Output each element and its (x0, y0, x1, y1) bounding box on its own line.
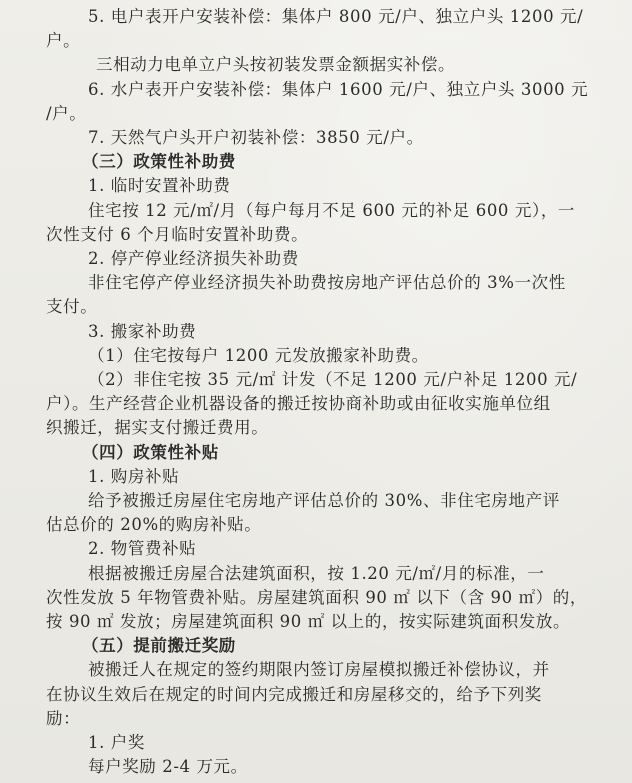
subheading-moving: 3. 搬家补助费 (88, 321, 197, 341)
text-line-water-meter-cont: /户。 (46, 103, 87, 123)
text-line-water-meter: 6. 水户表开户安装补偿：集体户 1600 元/户、独立户头 3000 元 (88, 79, 589, 99)
text-line-moving-equipment: 户）。生产经营企业机器设备的搬迁按协商补助或由征收实施单位组 (46, 394, 551, 414)
text-line-moving-residential: （1）住宅按每户 1200 元发放搬家补助费。 (88, 345, 429, 365)
section-heading-4: （四）政策性补贴 (82, 442, 219, 462)
text-line-early-move: 被搬迁人在规定的签约期限内签订房屋模拟搬迁补偿协议，并 (88, 660, 550, 680)
section-heading-5: （五）提前搬迁奖励 (82, 636, 236, 656)
subheading-household-award: 1. 户奖 (88, 733, 145, 752)
section-heading-3: （三）政策性补助费 (82, 152, 236, 172)
text-line-purchase-subsidy-cont: 估总价的 20%的购房补贴。 (46, 515, 262, 535)
text-line-household-award: 每户奖励 2-4 万元。 (88, 757, 248, 777)
text-line-business-loss-cont: 支付。 (46, 297, 98, 317)
text-line-electric-meter-cont: 户。 (46, 31, 81, 51)
text-line-property-fee-cont: 次性发放 5 年物管费补贴。房屋建筑面积 90 ㎡ 以下（含 90 ㎡）的， (46, 587, 588, 607)
text-line-gas: 7. 天然气户头开户初装补偿：3850 元/户。 (88, 128, 424, 147)
text-line-residential-rate: 住宅按 12 元/㎡/月（每户每月不足 600 元的补足 600 元），一 (88, 200, 576, 220)
text-line-three-phase: 三相动力电单立户头按初装发票金额据实补偿。 (96, 55, 456, 75)
subheading-temporary-resettlement: 1. 临时安置补助费 (88, 176, 231, 196)
subheading-business-loss: 2. 停产停业经济损失补助费 (88, 249, 299, 268)
text-line-early-move-cont: 在协议生效后在规定的时间内完成搬迁和房屋移交的，给予下列奖 (46, 684, 542, 704)
subheading-property-fee: 2. 物管费补贴 (88, 539, 197, 559)
text-line-electric-meter: 5. 电户表开户安装补偿：集体户 800 元/户、独立户头 1200 元/ (88, 7, 584, 26)
text-line-property-fee: 根据被搬迁房屋合法建筑面积，按 1.20 元/㎡/月的标准，一 (88, 563, 545, 583)
text-line-property-fee-area: 按 90 ㎡ 发放；房屋建筑面积 90 ㎡ 以上的，按实际建筑面积发放。 (46, 612, 571, 631)
text-line-purchase-subsidy: 给予被搬迁房屋住宅房地产评估总价的 30%、非住宅房地产评 (88, 491, 560, 510)
text-line-residential-rate-cont: 次性支付 6 个月临时安置补助费。 (46, 224, 309, 244)
text-line-moving-equipment-cont: 织搬迁，据实支付搬迁费用。 (46, 418, 269, 438)
text-line-early-move-end: 励： (46, 708, 81, 728)
text-line-business-loss: 非住宅停产停业经济损失补助费按房地产评估总价的 3%一次性 (88, 273, 566, 293)
subheading-purchase-subsidy: 1. 购房补贴 (88, 466, 180, 486)
text-line-moving-nonresidential: （2）非住宅按 35 元/㎡ 计发（不足 1200 元/户补足 1200 元/ (88, 370, 578, 389)
